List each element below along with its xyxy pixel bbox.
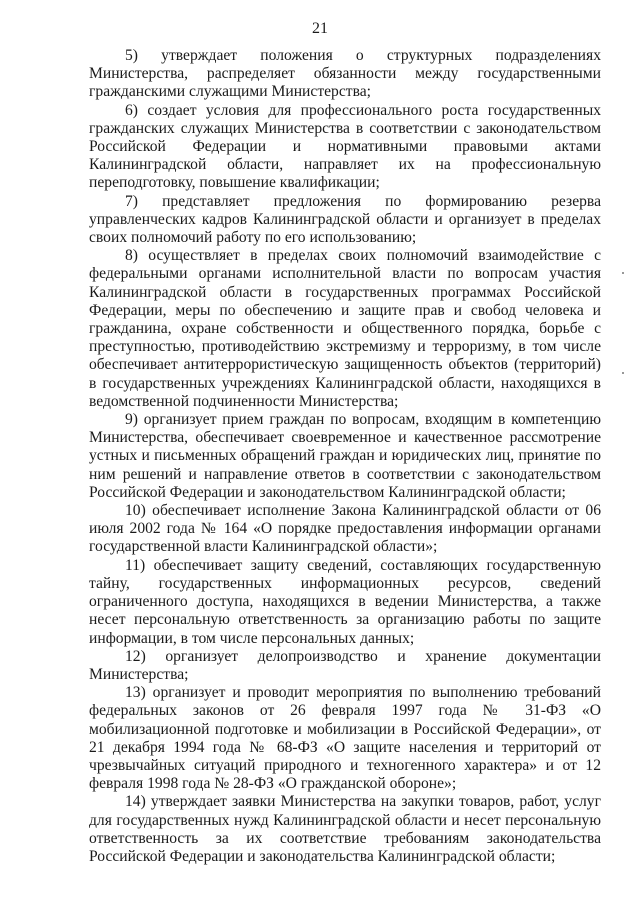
paragraph-item-8: 8) осуществляет в пределах своих полномочий взаимодействие с федеральными органами исполнительной власти по вопросам участия Калининградской области в государственных программах Российской Федерации, меры по обеспечению и защите прав и свобод человека и гражданина, охране собственности и общественного порядка, борьбе с преступностью, противодействию экстремизму и терроризму, в том числе обеспечивает антитеррористическую защищенность объектов (территорий) в государственных учреждениях Калининградской области, находящихся в ведомственной подчиненности Министерства; [89,247,601,410]
paragraph-item-6: 6) создает условия для профессионального роста государственных гражданских служащих Министерства в соответствии с законодательством Российской Федерации и нормативными правовыми актами Калининградской области, направляет их на профессиональную переподготовку, повышение квалификации; [89,101,601,192]
document-body [89,47,601,866]
scan-speck [622,272,624,274]
paragraph-item-12: 12) организует делопроизводство и хранение документации Министерства; [89,647,601,683]
paragraph-item-10: 10) обеспечивает исполнение Закона Калининградской области от 06 июля 2002 года № 164 «О порядке предоставления информации органами государственной власти Калининградской области»; [89,502,601,556]
paragraph-item-14: 14) утверждает заявки Министерства на закупки товаров, работ, услуг для государственных нужд Калининградской области и несет персональную ответственность за их соответствие требованиям законодательства Российской Федерации и законодательства Калининградской области; [89,793,601,865]
paragraph-item-7: 7) представляет предложения по формированию резерва управленческих кадров Калининградской области и организует в пределах своих полномочий работу по его использованию; [89,192,601,247]
paragraph-item-11: 11) обеспечивает защиту сведений, составляющих государственную тайну, государственных информационных ресурсов, сведений ограниченного доступа, находящихся в ведении Министерства, а также несет персональную ответственность за организацию работы по защите информации, в том числе персональных данных; [89,556,601,647]
paragraph-item-9: 9) организует прием граждан по вопросам, входящим в компетенцию Министерства, обеспечивает своевременное и качественное рассмотрение устных и письменных обращений граждан и юридических лиц, принятие по ним решений и направление ответов в соответствии с законодательством Российской Федерации и законодательством Калининградской области; [89,411,601,501]
page-number: 21 [312,20,328,37]
scan-speck [622,372,624,374]
paragraph-item-5: 5) утверждает положения о структурных подразделениях Министерства, распределяет обязанности между государственными гражданскими служащими Министерства; [89,47,601,101]
paragraph-item-13: 13) организует и проводит мероприятия по выполнению требований федеральных законов от 26 февраля 1997 года № 31-ФЗ «О мобилизационной подготовке и мобилизации в Российской Федерации», от 21 декабря 1994 года № 68-ФЗ «О защите населения и территорий от чрезвычайных ситуаций природного и техногенного характера» и от 12 февраля 1998 года № 28-ФЗ «О гражданской обороне»; [89,684,601,793]
